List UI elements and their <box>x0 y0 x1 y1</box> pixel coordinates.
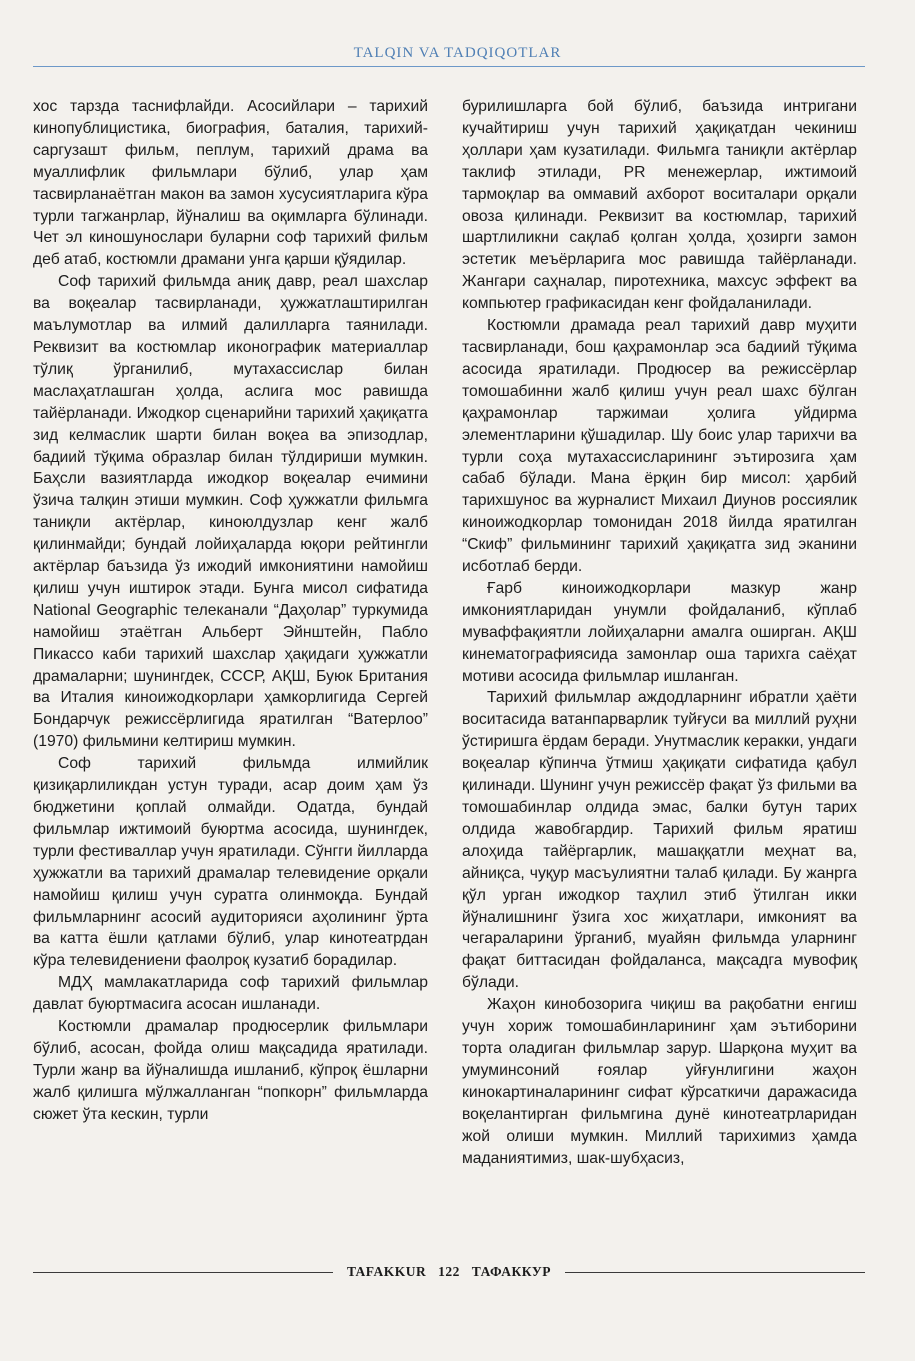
footer-rule-right <box>565 1272 865 1273</box>
journal-name-latin: TAFAKKUR <box>347 1264 427 1279</box>
page-footer <box>33 1262 865 1282</box>
paragraph: Соф тарихий фильмда илмийлик қизиқарлиликдан устун туради, асар доим ҳам ўз бюджетини қоплай олмайди. Одатда, бундай фильмлар ижтимоий буюртма асосида, шунингдек, турли фестиваллар учун яратилади. Сўнгги йилларда ҳужжатли ва тарихий драмалар телевидение орқали намойиш қилиш учун суратга олинмоқда. Бундай фильмларнинг асосий аудиторияси аҳолининг ўрта ва катта ёшли қатлами бўлиб, улар кинотеатрдан кўра телевидениени фаолроқ кузатиб борадилар. <box>33 755 428 970</box>
paragraph: МДҲ мамлакатларида соф тарихий фильмлар давлат буюртмасига асосан ишланади. <box>33 974 428 1014</box>
running-header: TALQIN VA TADQIQOTLAR <box>353 45 562 61</box>
left-column <box>33 96 428 1126</box>
paragraph: хос тарзда таснифлайди. Асосийлари – тарихий кинопублицистика, биография, баталия, тарихий-саргузашт фильм, пеплум, тарихий драма ва муаллифлик фильмлари бўлиб, улар ҳам тасвирланаётган макон ва замон хусусиятларига кўра турли тагжанрлар, йўналиш ва оқимларга бўлинади. Чет эл киношунослари буларни соф тарихий фильм деб атаб, костюмли драмани унга қарши қўядилар. <box>33 98 428 269</box>
page-number: 122 <box>438 1264 460 1279</box>
footer-rule-left <box>33 1272 333 1273</box>
paragraph: Ғарб киноижодкорлари мазкур жанр имкониятларидан унумли фойдаланиб, кўплаб муваффақиятли лойиҳаларни амалга оширган. АҚШ кинематографиясида замонлар оша тарихга саёҳат мотиви асосида фильмлар ишланган. <box>462 579 857 685</box>
right-column <box>462 96 857 1169</box>
paragraph: Костюмли драмалар продюсерлик фильмлари бўлиб, асосан, фойда олиш мақсадида яратилади. Турли жанр ва йўналишда ишланиб, кўпроқ ёшларни жалб қилишга мўлжалланган “попкорн” фильмларда сюжет ўта кескин, турли <box>33 1018 428 1123</box>
paragraph: Соф тарихий фильмда аниқ давр, реал шахслар ва воқеалар тасвирланади, ҳужжатлаштирилган маълумотлар ва илмий далилларга таянилади. Реквизит ва костюмлар иконографик материаллар тўлиқ ўрганилиб, мутахассислар билан маслаҳатлашган ҳолда, аслига мос равишда тайёрланади. Ижодкор сценарийни тарихий ҳақиқатга зид келмаслик шарти билан воқеа ва эпизодлар, бадиий тўқима образлар билан тўлдириши мумкин. Баҳсли вазиятларда ижодкор воқеалар ечимини ўзича талқин этиши мумкин. Соф ҳужжатли фильмга таниқли актёрлар, киноюлдузлар кенг жалб қилинмайди; бундай лойиҳаларда юқори рейтингли актёрлар баъзида ўз ижодий имкониятини намойиш қилиш учун иштирок этади. Бунга мисол сифатида National Geographic телеканали “Даҳолар” туркумида намойиш этаётган Альберт Эйнштейн, Пабло Пикассо каби тарихий шахслар ҳақидаги ҳужжатли драмаларни; шунингдек, СССР, АҚШ, Буюк Британия ва Италия киноижодкорлари ҳамкорлигида Сергей Бондарчук режиссёрлигида яратилган “Ватерлоо” (1970) фильмини келтириш мумкин. <box>33 273 428 751</box>
paragraph: бурилишларга бой бўлиб, баъзида интригани кучайтириш учун тарихий ҳақиқатдан чекиниш ҳоллари ҳам кузатилади. Фильмга таниқли актёрлар таклиф этилади, PR менежерлар, ижтимоий тармоқлар ва оммавий ахборот воситалари орқали овоза қилинади. Реквизит ва костюмлар, тарихий шартлиликни сақлаб қолган ҳолда, ҳозирги замон эстетик меъёрларига мос равишда тайёрланади. Жангари саҳналар, пиротехника, махсус эффект ва компьютер графикасидан кенг фойдаланилади. <box>462 98 857 313</box>
header-divider <box>33 66 865 67</box>
paragraph: Тарихий фильмлар аждодларнинг ибратли ҳаёти воситасида ватанпарварлик туйғуси ва миллий руҳни ўстиришга ёрдам беради. Унутмаслик керакки, ундаги воқеалар кўпинча ўтмиш ҳақиқати сифатида қабул қилинади. Шунинг учун режиссёр фақат ўз фильми ва томошабинлар олдида эмас, балки бутун тарих олдида жавобгардир. Тарихий фильм яратиш алоҳида тайёргарлик, машаққатли меҳнат ва, айниқса, чуқур масъулиятни талаб қилади. Бу жанрга қўл урган ижодкор таҳлил этиб ўтилган икки йўналишнинг ўзига хос жиҳатлари, имконият ва чегараларини ўрганиб, муайян фильмда уларнинг фақат биттасидан фойдаланса, мақсадга мувофиқ бўлади. <box>462 689 857 992</box>
paragraph: Костюмли драмада реал тарихий давр муҳити тасвирланади, бош қаҳрамонлар эса бадиий тўқима асосида яратилади. Продюсер ва режиссёрлар томошабинни жалб қилиш учун реал шахс бўлган қаҳрамонлар таржимаи ҳолига уйдирма элементларини қўшадилар. Шу боис улар тарихчи ва турли соҳа мутахассисларининг эътирозига ҳам сабаб бўлади. Мана ёрқин бир мисол: ҳарбий тарихшунос ва журналист Михаил Диунов россиялик киноижодкорлар томонидан 2018 йилда яратилган “Скиф” фильмининг тарихий ҳақиқатга зид эканини исботлаб берди. <box>462 317 857 576</box>
journal-name-cyrillic: ТАФАККУР <box>471 1264 551 1279</box>
paragraph: Жаҳон кинобозорига чиқиш ва рақобатни енгиш учун хориж томошабинларининг ҳам эътиборини торта оладиган фильмлар зарур. Шарқона муҳит ва умуминсоний ғоялар уйғунлигини жаҳон кинокартиналарининг сифат кўрсаткичи даражасида воқелантирган фильмгина дунё кинотеатрларидан жой олиши мумкин. Миллий тарихимиз ҳамда маданиятимиз, шак-шубҳасиз, <box>462 996 857 1167</box>
footer-label <box>333 1264 565 1280</box>
